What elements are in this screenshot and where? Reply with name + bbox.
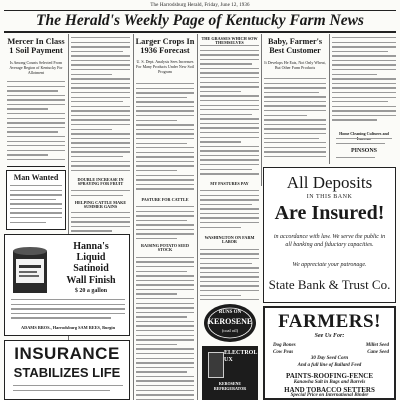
kerosene-badge-line1: RUNS ON: [218, 310, 242, 315]
bank-ad-line1: All Deposits: [286, 173, 373, 192]
farmers-ad-item: Cane Seed: [367, 350, 389, 355]
section-rule: [7, 166, 65, 167]
column-divider: [197, 34, 198, 400]
farmers-ad-headline: FARMERS!: [278, 311, 381, 332]
bank-ad-line2: IN THIS BANK: [306, 194, 353, 200]
man-wanted-headline: Man Wanted: [13, 173, 59, 182]
masthead-rule: [4, 31, 396, 33]
top-rule: [4, 10, 396, 11]
baby-body: [264, 78, 326, 164]
insurance-ad: [4, 340, 130, 400]
satinoid-ad-line3: Satinoid: [73, 263, 109, 275]
satinoid-ad-price: $ 20 a gallon: [74, 288, 108, 294]
farmers-ad-full-line: [265, 363, 394, 368]
pasture-headline: PASTURE FOR CATTLE: [141, 197, 189, 202]
farmers-ad-paint: PAINTS-ROOFING-FENCE: [286, 372, 373, 380]
baby-headline: Baby, Farmer's Best Customer: [267, 37, 323, 55]
insurance-ad-line1: INSURANCE: [14, 344, 120, 363]
satinoid-ad: [4, 234, 130, 336]
masthead: The Herald's Weekly Page of Kentucky Farm News: [36, 12, 364, 29]
crops-body: [136, 83, 194, 196]
electrolux-ad-brand: ELECTROLUX: [224, 350, 258, 363]
cleaning-ad-name: PINSONS: [350, 148, 377, 154]
my-pastures-headline: MY PASTURES PAY: [210, 181, 249, 186]
farmers-ad-item: Cow Peas: [273, 350, 294, 355]
farmers-ad-seed-line: 30 Day Seed Corn: [310, 356, 349, 361]
column-divider: [261, 34, 262, 186]
bank-ad-line3: Are Insured!: [274, 202, 385, 224]
column-six-body: [332, 37, 396, 125]
satinoid-ad-title: [55, 241, 127, 286]
cleaning-ad-body: [336, 138, 392, 148]
farmers-ad: [263, 306, 396, 400]
column-two-body: [71, 37, 130, 175]
satinoid-ad-dealers: ADAMS BROS., Harrodsburg SAM REES, Burgin: [21, 325, 115, 330]
heifers-body: [71, 212, 130, 234]
washington-headline: WASHINGTON ON FARM LABOR: [204, 236, 255, 245]
refrigerator-icon: [208, 352, 224, 378]
kerosene-badge-line3: (coal oil): [221, 328, 239, 333]
electrolux-ad: [202, 346, 258, 400]
heifers-headline: HELPING CATTLE MAKE SUMMER GAINS: [74, 200, 127, 210]
bank-ad: [263, 167, 396, 303]
man-wanted-box: [6, 170, 66, 230]
farmers-ad-item: Dog Bones: [273, 343, 296, 348]
satinoid-ad-name: Hanna's: [73, 241, 109, 252]
washington-body: [200, 236, 259, 300]
grasses-headline: THE GRASSES WHICH SOW THEMSELVES: [201, 36, 258, 46]
column-divider: [329, 34, 330, 164]
paint-can-icon: [10, 245, 50, 295]
mercer-headline: Mercer In Class 1 Soil Payment: [7, 37, 65, 55]
satinoid-ad-body: [11, 299, 125, 321]
my-pastures-body: [200, 190, 259, 232]
dateline: The Harrodsburg Herald, Friday, June 12, 1936: [150, 3, 250, 8]
electrolux-ad-sub: KEROSENE REFRIGERATOR: [213, 381, 247, 391]
farmers-ad-paint-sub: Kanawha Salt in Bags and Barrels: [293, 380, 366, 385]
double-headline: DOUBLE INCREASE IN SPRAYING FOR FRUIT: [77, 177, 124, 187]
seed-stock-headline: RAISING POTATO SEED STOCK: [141, 244, 189, 253]
farmers-ad-special: Special Price on International Binder: [290, 393, 369, 398]
crops-subhead: U. S. Dept. Analysis Sees Increases For Many Products Under New Soil Program: [136, 59, 194, 74]
farmers-ad-col1: [273, 342, 328, 356]
insurance-ad-body: [13, 385, 123, 397]
cleaning-ad-line1: Home Cleaning Cultures and: [339, 131, 389, 136]
pasture-body: [136, 206, 194, 240]
man-wanted-body: [10, 185, 62, 227]
mercer-subhead: Is Among Counts Selected From Average Region of Kentucky For Allotment: [9, 60, 63, 75]
farmers-ad-col2: [337, 342, 389, 356]
cleaning-ad-address: [336, 157, 392, 163]
column-divider: [133, 34, 134, 400]
farmers-ad-tobacco: HAND TOBACCO SETTERS: [284, 386, 375, 394]
baby-subhead: It Develops He Eats, Not Only Wheat, But Other Farm Products: [264, 60, 326, 70]
double-body: [71, 190, 130, 200]
satinoid-ad-line4: Wall Finish: [66, 274, 116, 286]
satinoid-ad-line2: Liquid: [76, 252, 106, 264]
kerosene-badge-line2: KEROSENE: [207, 317, 253, 326]
farmers-ad-item: Millet Seed: [365, 343, 389, 348]
farmers-ad-full-line-prefix: And a full line of: [297, 363, 333, 368]
farmers-ad-see-us: See Us For:: [314, 333, 345, 339]
kerosene-badge: [203, 303, 257, 343]
crops-headline: Larger Crops In 1936 Forecast: [135, 37, 195, 55]
seed-stock-body: [136, 244, 194, 400]
bank-ad-body: in accordance with law. We serve the public in all banking and fiduciary capacities.: [273, 234, 386, 248]
mercer-body: [7, 81, 65, 163]
bank-ad-appreciation: We appreciate your patronage.: [292, 262, 367, 268]
grasses-body: [200, 45, 259, 180]
bank-ad-name: State Bank & Trust Co.: [268, 277, 391, 292]
farmers-ad-full-line-product: Ballard Feed: [334, 363, 362, 368]
insurance-ad-line2: STABILIZES LIFE: [13, 365, 121, 380]
